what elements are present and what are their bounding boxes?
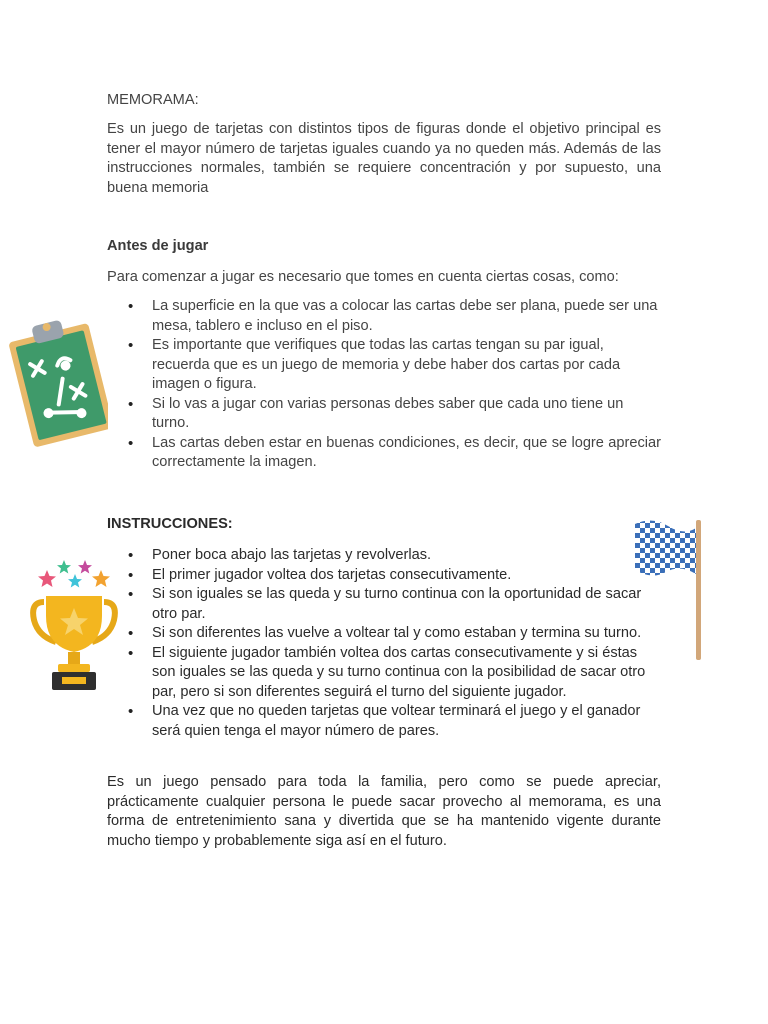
list-item: • Una vez que no queden tarjetas que voltear terminará el juego y el ganador será quien tenga el mayor número de pares.: [107, 702, 661, 741]
antes-intro-paragraph: Para comenzar a jugar es necesario que tomes en cuenta ciertas cosas, como:: [107, 269, 619, 285]
intro-paragraph: Es un juego de tarjetas con distintos tipos de figuras donde el objetivo principal es tener el mayor número de tarjetas iguales cuando ya no queden más. Además de las instrucciones normales, también se requiere concentración y por supuesto, una buena memoria: [107, 121, 661, 196]
trophy-icon: [30, 558, 118, 698]
list-item: • Es importante que verifiques que todas las cartas tengan su par igual, recuerda que es un juego de memoria y debe haber dos cartas por cada imagen o figura.: [107, 336, 661, 395]
strategy-clipboard-icon: [8, 310, 108, 450]
list-item: • Las cartas deben estar en buenas condiciones, es decir, que se logre apreciar correctamente la imagen.: [107, 434, 661, 473]
list-item: • Poner boca abajo las tarjetas y revolverlas.: [107, 546, 661, 566]
closing-paragraph: Es un juego pensado para toda la familia, pero como se puede apreciar, prácticamente cualquier persona le puede sacar provecho al memorama, es una forma de entretenimiento sana y divertida que se ha mantenido vigente durante mucho tiempo y probablemente siga así en el futuro.: [107, 774, 661, 849]
list-item: • Si son diferentes las vuelve a voltear tal y como estaban y termina su turno.: [107, 624, 661, 644]
section-heading-antes: Antes de jugar: [107, 238, 209, 254]
list-item: • El siguiente jugador también voltea dos cartas consecutivamente y si éstas son iguales se las queda y su turno continua con la posibilidad de sacar otro par, pero si son diferentes seguirá el turno del siguiente jugador.: [107, 644, 661, 703]
list-item: • Si lo vas a jugar con varias personas debes saber que cada uno tiene un turno.: [107, 395, 661, 434]
list-item: • El primer jugador voltea dos tarjetas consecutivamente.: [107, 566, 661, 586]
list-item: • Si son iguales se las queda y su turno continua con la oportunidad de sacar otro par.: [107, 585, 661, 624]
instrucciones-list: [107, 546, 661, 741]
document-title: MEMORAMA:: [107, 92, 199, 108]
list-item: • La superficie en la que vas a colocar las cartas debe ser plana, puede ser una mesa, tablero e incluso en el piso.: [107, 297, 661, 336]
checkered-flag-icon: [630, 518, 710, 663]
section-heading-instrucciones: INSTRUCCIONES:: [107, 516, 233, 532]
antes-list: [107, 297, 661, 473]
